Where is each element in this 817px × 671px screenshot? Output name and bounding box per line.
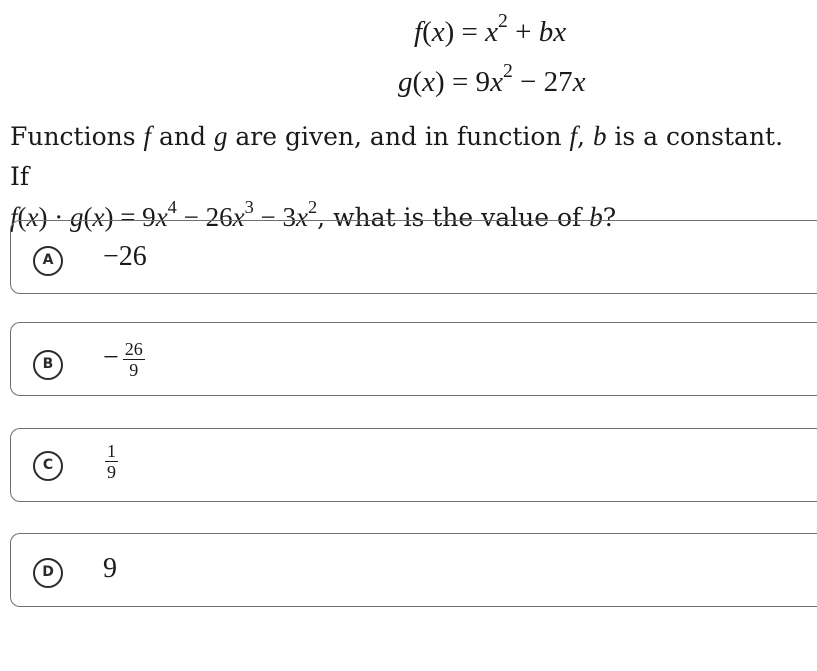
choice-a[interactable] (10, 220, 817, 294)
choice-b-fraction: $\frac{26}{9}$ (124, 339, 143, 380)
choice-b-value (103, 339, 145, 380)
product-expression: $f(x) \cdot g(x) = 9x^4 - 26x^3 - 3x^2$ (10, 196, 318, 232)
choice-d-value: 9 (103, 553, 117, 584)
choice-c-letter: C (33, 451, 63, 481)
choice-b-sign: − (103, 341, 119, 373)
choice-a-value: −26 (103, 241, 147, 272)
equation-g: $g(x) = 9x^2 - 27x$ (398, 59, 586, 98)
choice-d[interactable] (10, 533, 817, 607)
choice-b[interactable] (10, 322, 817, 396)
choice-a-letter: A (33, 246, 63, 276)
equation-f: $f(x) = x^2$ + bx (414, 9, 567, 48)
choice-c-value (105, 441, 118, 482)
choice-b-letter: B (33, 350, 63, 380)
question-text: Functions f and g are given, and in function f, b is a constant. If $f(x) \cdot g(x) = 9x^4 - 26x^3 - 3x^2$, what is the value of b? (10, 121, 784, 232)
choice-d-letter: D (33, 558, 63, 588)
choice-c-fraction: $\frac{1}{9}$ (107, 441, 116, 482)
choice-c[interactable] (10, 428, 817, 502)
